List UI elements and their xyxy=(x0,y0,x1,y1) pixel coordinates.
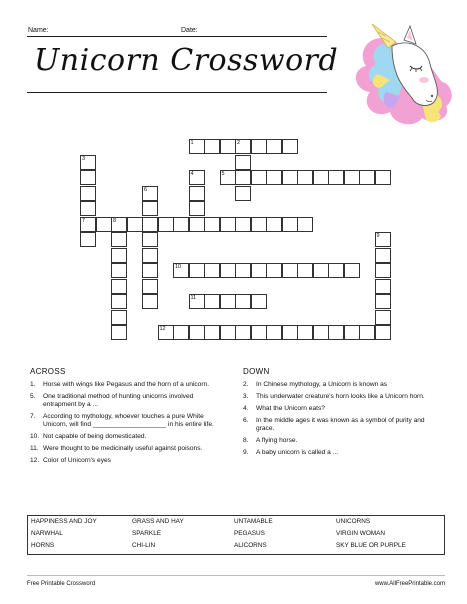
crossword-cell[interactable] xyxy=(266,263,282,278)
across-clue: 7. According to mythology, whoever touches a pure White Unicorn, will find ____________________ in his entire life. xyxy=(30,413,214,428)
word-bank-item: SPARKLE xyxy=(132,530,162,537)
crossword-cell[interactable] xyxy=(111,325,127,340)
crossword-cell[interactable] xyxy=(111,279,127,294)
down-clue: 2. In Chinese mythology, a Unicorn is known as xyxy=(243,381,388,388)
clue-number: 9 xyxy=(376,233,380,239)
crossword-cell[interactable] xyxy=(328,325,344,340)
crossword-cell[interactable] xyxy=(189,186,205,201)
crossword-cell[interactable] xyxy=(189,217,205,232)
across-clue: 10. Not capable of being domesticated. xyxy=(30,433,147,440)
crossword-cell[interactable] xyxy=(251,263,267,278)
clue-number: 5 xyxy=(221,171,225,177)
across-clue: 1. Horse with wings like Pegasus and the horn of a unicorn. xyxy=(30,381,210,388)
crossword-cell[interactable] xyxy=(359,170,375,185)
crossword-cell[interactable] xyxy=(282,170,298,185)
crossword-cell[interactable] xyxy=(235,186,251,201)
crossword-cell[interactable] xyxy=(235,325,251,340)
crossword-cell[interactable] xyxy=(80,155,96,170)
crossword-cell[interactable] xyxy=(220,325,236,340)
crossword-cell[interactable] xyxy=(282,139,298,154)
word-bank-item: UNICORNS xyxy=(336,518,371,525)
clue-number: 3 xyxy=(82,155,86,162)
word-bank-item: HAPPINESS AND JOY xyxy=(31,518,97,525)
word-bank-item: UNTAMABLE xyxy=(234,518,273,525)
crossword-cell[interactable] xyxy=(266,139,282,154)
crossword-cell[interactable] xyxy=(313,170,329,185)
crossword-cell[interactable] xyxy=(173,217,189,232)
clue-number: 7 xyxy=(82,217,86,224)
crossword-cell[interactable] xyxy=(297,217,313,232)
crossword-cell[interactable] xyxy=(297,263,313,278)
down-clue: 4. What the Unicorn eats? xyxy=(243,405,325,412)
crossword-cell[interactable] xyxy=(220,294,236,309)
crossword-cell[interactable] xyxy=(235,217,251,232)
crossword-cell[interactable] xyxy=(189,139,205,154)
crossword-cell[interactable] xyxy=(235,139,251,154)
crossword-cell[interactable] xyxy=(375,263,391,278)
crossword-cell[interactable] xyxy=(80,186,96,201)
crossword-cell[interactable] xyxy=(189,170,205,185)
crossword-cell[interactable] xyxy=(142,186,158,201)
clue-number: 10 xyxy=(175,264,182,270)
clue-number: 1 xyxy=(190,140,194,146)
crossword-cell[interactable] xyxy=(344,170,360,185)
clue-number: 12 xyxy=(159,326,166,332)
crossword-cell[interactable] xyxy=(297,325,313,340)
across-heading: ACROSS xyxy=(30,367,66,376)
word-bank-item: VIRGIN WOMAN xyxy=(336,530,385,537)
crossword-cell[interactable] xyxy=(189,325,205,340)
crossword-cell[interactable] xyxy=(282,263,298,278)
crossword-cell[interactable] xyxy=(189,201,205,216)
crossword-cell[interactable] xyxy=(173,263,189,278)
crossword-cell[interactable] xyxy=(266,170,282,185)
crossword-cell[interactable] xyxy=(375,279,391,294)
word-bank-item: GRASS AND HAY xyxy=(132,518,184,525)
word-bank-item: CHI-LIN xyxy=(132,542,156,549)
down-heading: DOWN xyxy=(243,367,270,376)
crossword-cell[interactable] xyxy=(251,217,267,232)
crossword-cell[interactable] xyxy=(111,217,127,232)
crossword-cell[interactable] xyxy=(375,294,391,309)
crossword-cell[interactable] xyxy=(235,155,251,170)
across-clue-list xyxy=(30,381,226,469)
crossword-cell[interactable] xyxy=(80,217,96,232)
footer-left-text: Free Printable Crossword xyxy=(27,581,96,587)
crossword-cell[interactable] xyxy=(375,248,391,263)
footer-right-text: www.AllFreePrintable.com xyxy=(374,581,445,587)
crossword-cell[interactable] xyxy=(111,294,127,309)
crossword-cell[interactable] xyxy=(220,263,236,278)
crossword-cell[interactable] xyxy=(375,310,391,325)
date-label: Date: xyxy=(181,27,198,34)
name-label: Name: xyxy=(28,27,49,34)
crossword-cell[interactable] xyxy=(328,263,344,278)
crossword-cell[interactable] xyxy=(266,325,282,340)
crossword-cell[interactable] xyxy=(80,170,96,185)
crossword-cell[interactable] xyxy=(375,325,391,340)
crossword-cell[interactable] xyxy=(328,170,344,185)
crossword-cell[interactable] xyxy=(142,248,158,263)
crossword-cell[interactable] xyxy=(313,325,329,340)
crossword-cell[interactable] xyxy=(375,232,391,247)
crossword-cell[interactable] xyxy=(142,217,158,232)
crossword-cell[interactable] xyxy=(235,263,251,278)
across-clue: 12. Color of Unicorn's eyes xyxy=(30,457,111,464)
page-title: Unicorn Crossword xyxy=(34,43,339,78)
crossword-cell[interactable] xyxy=(142,201,158,216)
crossword-cell[interactable] xyxy=(204,294,220,309)
crossword-cell[interactable] xyxy=(220,139,236,154)
crossword-cell[interactable] xyxy=(251,139,267,154)
down-clue: 6. In the middle ages it was known as a symbol of purity and grace. xyxy=(243,417,425,432)
crossword-cell[interactable] xyxy=(127,217,143,232)
crossword-cell[interactable] xyxy=(111,232,127,247)
crossword-cell[interactable] xyxy=(204,217,220,232)
word-bank-item: SKY BLUE OR PURPLE xyxy=(336,542,406,549)
crossword-cell[interactable] xyxy=(220,170,236,185)
crossword-cell[interactable] xyxy=(96,217,112,232)
crossword-cell[interactable] xyxy=(235,170,251,185)
crossword-cell[interactable] xyxy=(142,294,158,309)
crossword-cell[interactable] xyxy=(251,170,267,185)
crossword-cell[interactable] xyxy=(204,325,220,340)
word-bank xyxy=(27,515,445,555)
crossword-cell[interactable] xyxy=(158,325,174,340)
clue-number: 8 xyxy=(113,217,117,224)
crossword-cell[interactable] xyxy=(158,217,174,232)
crossword-cell[interactable] xyxy=(80,232,96,247)
crossword-cell[interactable] xyxy=(344,325,360,340)
crossword-cell[interactable] xyxy=(344,263,360,278)
clue-number: 6 xyxy=(144,186,148,193)
clue-number: 4 xyxy=(190,171,194,177)
crossword-cell[interactable] xyxy=(173,325,189,340)
crossword-cell[interactable] xyxy=(204,263,220,278)
down-clue-list xyxy=(243,381,439,461)
crossword-cell[interactable] xyxy=(235,294,251,309)
across-clue: 5. One traditional method of hunting unicorns involved entrapment by a ... xyxy=(30,393,194,408)
crossword-cell[interactable] xyxy=(359,325,375,340)
word-bank-item: PEGASUS xyxy=(234,530,265,537)
crossword-cell[interactable] xyxy=(142,232,158,247)
crossword-cell[interactable] xyxy=(189,294,205,309)
word-bank-item: HORNS xyxy=(31,542,55,549)
crossword-cell[interactable] xyxy=(282,217,298,232)
crossword-cell[interactable] xyxy=(142,279,158,294)
footer-divider xyxy=(27,575,445,576)
crossword-cell[interactable] xyxy=(266,217,282,232)
down-clue: 3. This underwater creature's horn looks like a Unicorn horn. xyxy=(243,393,425,400)
word-bank-item: ALICORNS xyxy=(234,542,267,549)
crossword-cell[interactable] xyxy=(111,263,127,278)
crossword-cell[interactable] xyxy=(375,170,391,185)
crossword-cell[interactable] xyxy=(80,201,96,216)
crossword-cell[interactable] xyxy=(111,310,127,325)
clue-number: 2 xyxy=(237,140,241,146)
crossword-cell[interactable] xyxy=(220,217,236,232)
across-clue: 11. Were thought to be medicinally useful against poisons. xyxy=(30,445,203,452)
crossword-cell[interactable] xyxy=(111,248,127,263)
crossword-cell[interactable] xyxy=(142,263,158,278)
crossword-cell[interactable] xyxy=(282,325,298,340)
crossword-cell[interactable] xyxy=(189,263,205,278)
crossword-cell[interactable] xyxy=(251,325,267,340)
crossword-cell[interactable] xyxy=(204,139,220,154)
clue-number: 11 xyxy=(190,295,197,301)
down-clue: 8. A flying horse. xyxy=(243,437,298,444)
down-clue: 9. A baby unicorn is called a ... xyxy=(243,449,339,456)
word-bank-item: NARWHAL xyxy=(31,530,63,537)
crossword-cell[interactable] xyxy=(313,263,329,278)
crossword-cell[interactable] xyxy=(297,170,313,185)
crossword-cell[interactable] xyxy=(251,294,267,309)
